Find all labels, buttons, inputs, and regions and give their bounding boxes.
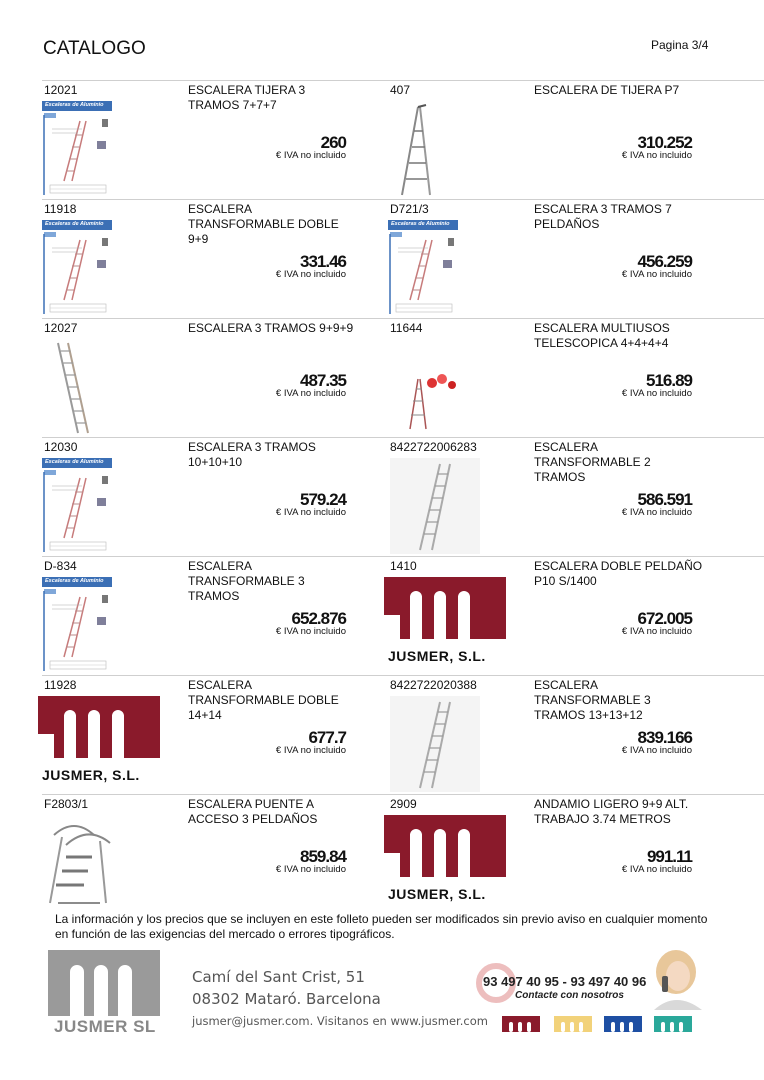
- iva-note: € IVA no incluido: [621, 626, 692, 637]
- iva-note: € IVA no incluido: [621, 269, 692, 280]
- product-item[interactable]: [388, 319, 734, 437]
- product-code: 12030: [44, 440, 78, 454]
- address-line-2: 08302 Mataró. Barcelona: [192, 990, 381, 1008]
- product-code: 2909: [390, 797, 417, 811]
- product-code: 1410: [390, 559, 417, 573]
- product-item[interactable]: [388, 438, 734, 556]
- product-row: [42, 80, 764, 199]
- product-price: 586.591: [637, 490, 692, 509]
- iva-note: € IVA no incluido: [621, 388, 692, 399]
- jusmer-logo-icon: [384, 577, 506, 639]
- product-row: [42, 199, 764, 318]
- phone-numbers[interactable]: 93 497 40 95 - 93 497 40 96: [483, 974, 647, 989]
- product-code: D-834: [44, 559, 77, 573]
- brochure-thumbnail: [42, 458, 112, 554]
- jusmer-footer-logo-icon: [48, 950, 160, 1016]
- product-price: 487.35: [300, 371, 346, 390]
- iva-note: € IVA no incluido: [621, 745, 692, 756]
- product-price: 839.166: [637, 728, 692, 747]
- ladder-brochure-icon: [42, 587, 112, 673]
- brochure-thumbnail: [42, 577, 112, 673]
- product-name: ESCALERA 3 TRAMOS 7 PELDAÑOS: [534, 202, 672, 231]
- ladder-brochure-icon: [42, 230, 112, 316]
- extension-ladder-icon: [44, 339, 114, 435]
- product-price: 991.11: [646, 847, 692, 866]
- disclaimer: La información y los precios que se incluyen en este folleto pueden ser modificados sin previo aviso en cualquier momento en función de las exigencias del mercado o errores tipográficos.: [55, 912, 708, 941]
- bridge-ladder-icon: [44, 815, 124, 911]
- product-price: 456.259: [637, 252, 692, 271]
- product-row: [42, 437, 764, 556]
- product-name: ESCALERA 3 TRAMOS 10+10+10: [188, 440, 316, 469]
- iva-note: € IVA no incluido: [621, 507, 692, 518]
- product-price: 310.252: [637, 133, 692, 152]
- brochure-thumbnail: [42, 101, 112, 197]
- product-grid: [42, 80, 764, 913]
- brochure-thumbnail: [388, 220, 458, 316]
- product-row: [42, 318, 764, 437]
- jusmer-logo-text: JUSMER, S.L.: [388, 886, 486, 902]
- product-item[interactable]: [42, 795, 388, 913]
- product-name: ESCALERA TRANSFORMABLE 2 TRAMOS: [534, 440, 651, 484]
- iva-note: € IVA no incluido: [275, 626, 346, 637]
- iva-note: € IVA no incluido: [275, 388, 346, 399]
- jusmer-logo-icon: [38, 696, 160, 758]
- product-price: 516.89: [646, 371, 692, 390]
- product-price: 677.7: [308, 728, 346, 747]
- product-row: [42, 794, 764, 913]
- customer-service-photo-icon: [640, 946, 710, 1010]
- address-line-1: Camí del Sant Crist, 51: [192, 968, 365, 986]
- jusmer-logo-text: JUSMER, S.L.: [42, 767, 140, 783]
- brochure-thumbnail: [42, 220, 112, 316]
- contact-label: Contacte con nosotros: [515, 990, 624, 1001]
- product-code: 407: [390, 83, 411, 97]
- product-item[interactable]: [388, 557, 734, 675]
- ladder-brochure-icon: [42, 468, 112, 554]
- product-name: ESCALERA TRANSFORMABLE 3 TRAMOS: [188, 559, 305, 603]
- transformable-ladder-icon: [390, 458, 480, 554]
- brochure-title: Escaleras de Aluminio: [391, 221, 450, 227]
- telescopic-ladder-icon: [390, 339, 460, 435]
- product-code: 11918: [44, 202, 77, 216]
- step-ladder-icon: [390, 101, 460, 197]
- brochure-title: Escaleras de Aluminio: [45, 578, 104, 584]
- product-item[interactable]: [42, 319, 388, 437]
- product-item[interactable]: [388, 795, 734, 913]
- product-row: [42, 675, 764, 794]
- product-item[interactable]: [42, 676, 388, 794]
- product-name: ESCALERA TIJERA 3 TRAMOS 7+7+7: [188, 83, 306, 112]
- contact-line[interactable]: jusmer@jusmer.com. Visitanos en www.jusmer.com: [192, 1014, 488, 1028]
- iva-note: € IVA no incluido: [621, 150, 692, 161]
- jusmer-logo-text: JUSMER, S.L.: [388, 648, 486, 664]
- product-name: ESCALERA TRANSFORMABLE 3 TRAMOS 13+13+12: [534, 678, 651, 722]
- iva-note: € IVA no incluido: [275, 507, 346, 518]
- product-name: ESCALERA DOBLE PELDAÑO P10 S/1400: [534, 559, 703, 588]
- iva-note: € IVA no incluido: [275, 864, 346, 875]
- ladder-brochure-icon: [42, 111, 112, 197]
- transformable-ladder-icon: [390, 696, 480, 792]
- product-price: 859.84: [300, 847, 346, 866]
- product-item[interactable]: [42, 557, 388, 675]
- product-price: 652.876: [291, 609, 346, 628]
- footer-address: [192, 966, 488, 1028]
- iva-note: € IVA no incluido: [275, 745, 346, 756]
- brochure-title: Escaleras de Aluminio: [45, 221, 104, 227]
- footer-logo-text: JUSMER SL: [54, 1017, 156, 1036]
- iva-note: € IVA no incluido: [275, 150, 346, 161]
- brochure-title: Escaleras de Aluminio: [45, 459, 104, 465]
- page-number: Pagina 3/4: [651, 38, 709, 52]
- product-name: ESCALERA PUENTE A ACCESO 3 PELDAÑOS: [188, 797, 318, 826]
- product-code: F2803/1: [44, 797, 89, 811]
- product-code: 8422722006283: [390, 440, 477, 454]
- brand-color-logos-icon: [500, 1012, 700, 1034]
- product-name: ESCALERA 3 TRAMOS 9+9+9: [188, 321, 354, 335]
- product-item[interactable]: [42, 200, 388, 318]
- page-title: CATALOGO: [43, 38, 146, 59]
- jusmer-logo-icon: [384, 815, 506, 877]
- product-item[interactable]: [388, 200, 734, 318]
- product-item[interactable]: [42, 81, 388, 199]
- product-price: 672.005: [637, 609, 692, 628]
- product-code: 8422722020388: [390, 678, 477, 692]
- product-item[interactable]: [388, 81, 734, 199]
- product-name: ANDAMIO LIGERO 9+9 ALT. TRABAJO 3.74 METROS: [534, 797, 689, 826]
- product-code: 11644: [390, 321, 423, 335]
- product-price: 579.24: [300, 490, 346, 509]
- product-code: D721/3: [390, 202, 429, 216]
- product-code: 11928: [44, 678, 77, 692]
- product-item[interactable]: [388, 676, 734, 794]
- product-price: 260: [320, 133, 346, 152]
- product-code: 12021: [44, 83, 78, 97]
- product-item[interactable]: [42, 438, 388, 556]
- brochure-title: Escaleras de Aluminio: [45, 102, 104, 108]
- iva-note: € IVA no incluido: [275, 269, 346, 280]
- product-row: [42, 556, 764, 675]
- product-name: ESCALERA MULTIUSOS TELESCOPICA 4+4+4+4: [534, 321, 670, 350]
- ladder-brochure-icon: [388, 230, 458, 316]
- product-name: ESCALERA TRANSFORMABLE DOBLE 14+14: [188, 678, 339, 722]
- iva-note: € IVA no incluido: [621, 864, 692, 875]
- product-price: 331.46: [300, 252, 346, 271]
- product-name: ESCALERA TRANSFORMABLE DOBLE 9+9: [188, 202, 339, 246]
- product-code: 12027: [44, 321, 78, 335]
- product-name: ESCALERA DE TIJERA P7: [534, 83, 680, 97]
